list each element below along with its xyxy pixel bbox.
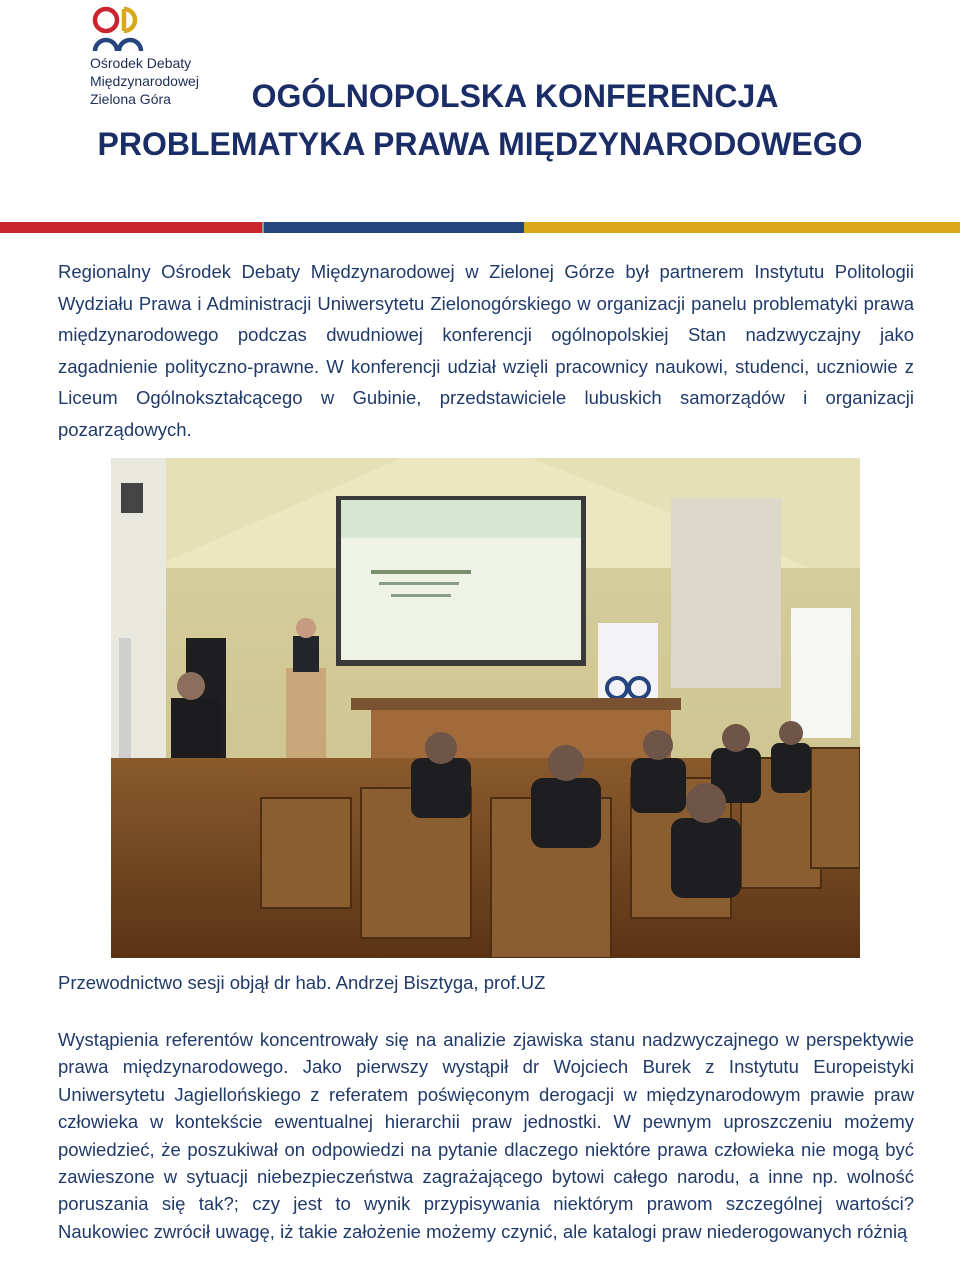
conference-hall-photo [111,458,860,958]
page-title-line2: PROBLEMATYKA PRAWA MIĘDZYNARODOWEGO [97,126,863,162]
body-paragraph: Wystąpienia referentów koncentrowały się na analizie zjawiska stanu nadzwyczajnego w perspektywie prawa międzynarodowego. Jako pierwszy wystąpił dr Wojciech Burek z Instytutu Europeistyki Uniwersytetu Jagiellońskiego z referatem poświęconym derogacji w międzynarodowym prawie praw człowieka w kontekście ewentualnej hierarchii praw jednostki. W pewnym uproszczeniu możemy powiedzieć, że poszukiwał on odpowiedzi na pytanie dlaczego niektóre prawa człowieka nie mogą być zawieszone w sytuacji niebezpieczeństwa zagrażającego bytowi całego narodu, a inne np. wolność poruszania się tak?; czy jest to wynik przypisywania niektórym prawom szczególnej wartości? Naukowiec zwrócił uwagę, iż takie założenie możemy czynić, ale katalogi praw niederogowanych różnią [58,1029,914,1242]
color-band-gold [524,222,960,233]
page-title-line1: OGÓLNOPOLSKA KONFERENCJA [251,78,779,114]
color-band-blue [264,222,524,233]
logo-mark-icon [90,4,154,52]
logo-text-line3: Zielona Góra [90,91,171,107]
logo-text-line1: Ośrodek Debaty [90,55,192,71]
intro-paragraph: Regionalny Ośrodek Debaty Międzynarodowej w Zielonej Górze był partnerem Instytutu Politologii Wydziału Prawa i Administracji Uniwersytetu Zielonogórskiego w organizacji panelu problematyki prawa międzynarodowego podczas dwudniowej konferencji ogólnopolskiej Stan nadzwyczajny jako zagadnienie polityczno-prawne. W konferencji udział wzięli pracownicy naukowi, studenci, uczniowie z Liceum Ogólnokształcącego w Gubinie, przedstawiciele lubuskich samorządów i organizacji pozarządowych. [58,261,914,440]
color-band-red [0,222,262,233]
logo-text-line2: Międzynarodowej [90,73,199,89]
photo-caption: Przewodnictwo sesji objął dr hab. Andrzej Bisztyga, prof.UZ [58,972,546,993]
